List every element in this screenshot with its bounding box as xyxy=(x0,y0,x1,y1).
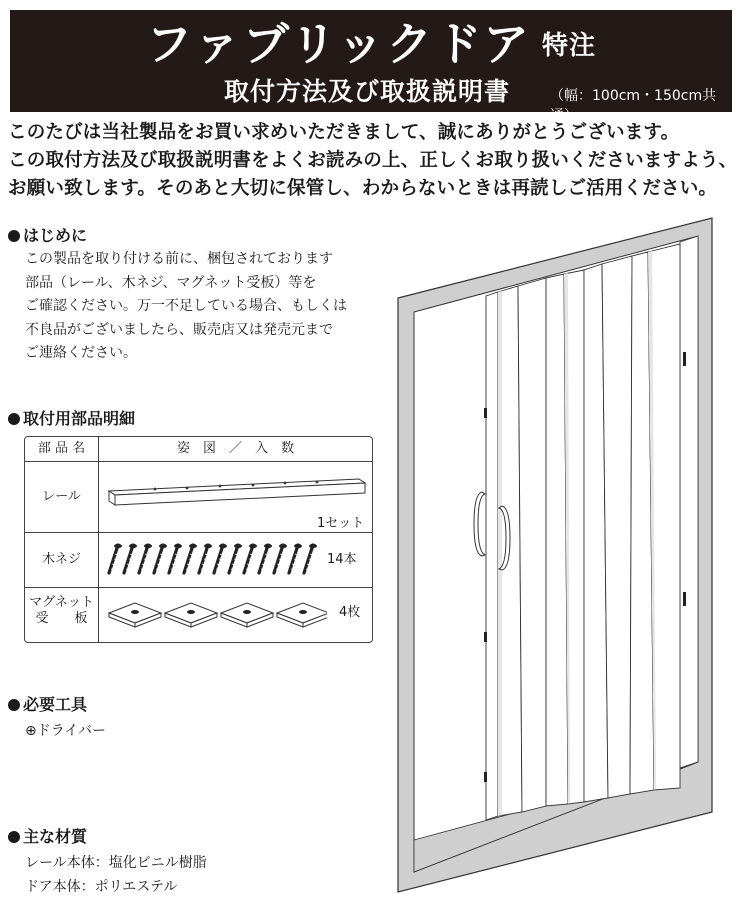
text-line: 不良品がございましたら、販売店又は発売元まで xyxy=(25,321,333,338)
width-note: （幅：100cm・150cm共通） xyxy=(550,88,717,124)
part-name-magnet-plate: マグネット 受 板 xyxy=(29,595,94,626)
rail-icon xyxy=(105,475,367,515)
part-name-rail: レール xyxy=(42,489,81,504)
magnet-plate-icon xyxy=(105,597,327,633)
header-banner xyxy=(10,10,732,124)
fabric-door-illustration xyxy=(386,212,722,898)
parts-table xyxy=(24,436,373,643)
bullet-icon xyxy=(8,230,20,242)
column-header-figure: 姿 図 ／ 入 数 xyxy=(176,441,294,456)
intro-line: この取付方法及び取扱説明書をよくお読みの上、正しくお取り扱いくださいますよう、 xyxy=(8,150,738,171)
manual-subtitle: 取付方法及び取扱説明書 xyxy=(224,77,511,106)
text-line: レール本体：塩化ビニル樹脂 xyxy=(25,855,207,871)
screw-icon xyxy=(107,541,329,577)
column-header-name: 部 品 名 xyxy=(37,441,86,456)
section-heading-parts: 取付用部品明細 xyxy=(8,408,135,430)
section-heading-materials: 主な材質 xyxy=(8,826,87,848)
text-line: ご確認ください。万一不足している場合、もしくは xyxy=(25,298,347,314)
intro-line: このたびは当社製品をお買い求めいただきまして、誠にありがとうございます。 xyxy=(8,122,680,143)
bullet-icon xyxy=(8,413,20,425)
part-qty-screw: 14本 xyxy=(327,552,357,567)
intro-paragraph xyxy=(8,119,738,203)
part-qty-magnet-plate: 4枚 xyxy=(339,605,361,620)
part-qty-rail: 1セット xyxy=(317,516,365,531)
text-line: ご連絡ください。 xyxy=(25,345,137,361)
product-title: ファブリックドア 特注 xyxy=(145,17,597,71)
bullet-icon xyxy=(8,699,20,711)
intro-line: お願い致します。そのあと大切に保管し、わからないときは再読しご活用ください。 xyxy=(8,178,718,199)
text-line: ⊕ドライバー xyxy=(25,723,107,739)
text-line: この製品を取り付ける前に、梱包されております xyxy=(25,251,333,267)
materials-text xyxy=(25,852,207,899)
introduction-text xyxy=(25,248,347,366)
section-heading-tools: 必要工具 xyxy=(8,694,87,716)
bullet-icon xyxy=(8,831,20,843)
text-line: 部品（レール、木ネジ、マグネット受板）等を xyxy=(25,274,317,291)
part-name-screw: 木ネジ xyxy=(41,552,81,567)
text-line: ドア本体：ポリエステル xyxy=(25,878,178,895)
tools-text xyxy=(25,720,106,744)
special-order-label: 特注 xyxy=(542,31,597,61)
section-heading-introduction: はじめに xyxy=(8,225,87,247)
